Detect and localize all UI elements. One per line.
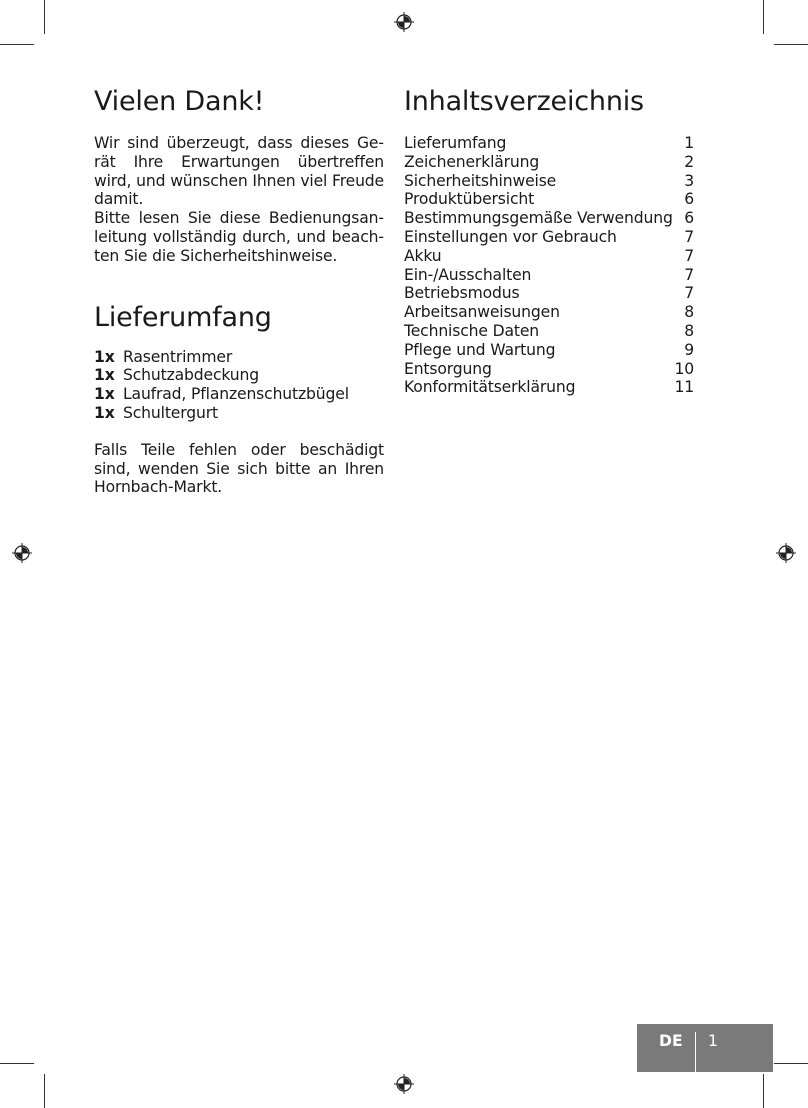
toc-entry-page: 7 <box>684 265 694 284</box>
toc-entry <box>404 247 694 266</box>
toc-entry-page: 1 <box>684 134 694 152</box>
toc-entry-title: Produktübersicht <box>404 190 535 209</box>
toc-entry-title: Lieferumfang <box>404 134 507 152</box>
toc-entry-page: 6 <box>684 190 694 209</box>
delivery-item-label: Rasentrimmer <box>123 347 233 366</box>
toc-entry-title: Entsorgung <box>404 359 492 378</box>
toc-entry-page: 8 <box>684 303 694 322</box>
toc-entry-title: Arbeitsanweisungen <box>404 303 560 322</box>
crop-mark-bottom-right-vertical <box>763 1074 764 1108</box>
toc-entry <box>404 266 694 285</box>
instructions-paragraph: Bitte lesen Sie diese Bedienungsanleitung vollständig durch, und beachten Sie die Sicherheitshinweise. <box>94 209 384 265</box>
toc-entry-title: Technische Daten <box>404 321 540 340</box>
delivery-item-label: Schutzabdeckung <box>123 366 260 385</box>
delivery-item-qty: 1x <box>94 366 115 385</box>
toc-entry-title: Bestimmungsgemäße Verwendung <box>404 209 673 228</box>
toc-entry <box>404 284 694 303</box>
delivery-item-qty: 1x <box>94 403 115 422</box>
crop-mark-top-left-vertical <box>44 0 45 34</box>
delivery-item <box>94 385 384 404</box>
toc-entry-title: Sicherheitshinweise <box>404 171 557 190</box>
crop-mark-top-right-horizontal <box>774 44 808 45</box>
toc-entry-page: 7 <box>684 246 694 265</box>
registration-mark-right-icon <box>776 543 796 563</box>
delivery-item <box>94 404 384 423</box>
toc-entry <box>404 228 694 247</box>
delivery-heading: Lieferumfang <box>94 301 272 333</box>
toc-entry-page: 8 <box>684 321 694 340</box>
toc-entry <box>404 303 694 322</box>
toc-entry-title: Zeichenerklärung <box>404 152 540 171</box>
toc-list <box>404 134 694 397</box>
toc-entry-page: 9 <box>684 340 694 359</box>
toc-entry-page: 7 <box>684 227 694 246</box>
page-number: 1 <box>708 1032 718 1050</box>
toc-entry-title: Pflege und Wartung <box>404 340 556 359</box>
registration-mark-bottom-icon <box>394 1074 414 1094</box>
toc-entry-page: 10 <box>674 359 694 378</box>
toc-entry <box>404 341 694 360</box>
page-tab-divider <box>695 1032 696 1072</box>
registration-mark-top-icon <box>394 12 414 32</box>
delivery-item <box>94 348 384 367</box>
delivery-item-label: Laufrad, Pflanzenschutzbügel <box>123 385 349 404</box>
toc-entry <box>404 360 694 379</box>
delivery-item-qty: 1x <box>94 347 115 366</box>
missing-parts-paragraph: Falls Teile fehlen oder beschädigt sind, wenden Sie sich bitte an Ihren Hornbach-Markt. <box>94 440 384 497</box>
toc-entry-page: 6 <box>684 209 694 228</box>
toc-entry-title: Ein-/Ausschalten <box>404 265 532 284</box>
crop-mark-top-right-vertical <box>763 0 764 34</box>
toc-entry <box>404 209 694 228</box>
left-column <box>94 84 384 497</box>
delivery-item <box>94 366 384 385</box>
crop-mark-bottom-left-horizontal <box>0 1063 34 1064</box>
toc-entry <box>404 322 694 341</box>
toc-entry <box>404 134 694 153</box>
crop-mark-bottom-right-horizontal <box>774 1063 808 1064</box>
toc-entry-page: 7 <box>684 284 694 303</box>
delivery-list <box>94 348 384 423</box>
right-column <box>404 84 694 397</box>
toc-entry-page: 2 <box>684 152 694 171</box>
toc-entry <box>404 153 694 172</box>
page-tab <box>637 1024 773 1072</box>
delivery-item-label: Schultergurt <box>123 403 218 422</box>
toc-entry-title: Akku <box>404 246 442 265</box>
language-code: DE <box>659 1032 683 1050</box>
thanks-paragraph: Wir sind überzeugt, dass dieses Gerät Ihre Erwartungen übertreffen wird, und wünschen Ihnen viel Freude damit. <box>94 134 384 209</box>
toc-entry <box>404 172 694 191</box>
toc-entry-title: Einstellungen vor Gebrauch <box>404 227 617 246</box>
toc-entry <box>404 190 694 209</box>
toc-entry-title: Betriebsmodus <box>404 284 520 303</box>
toc-entry-page: 11 <box>674 378 694 397</box>
crop-mark-bottom-left-vertical <box>44 1074 45 1108</box>
delivery-item-qty: 1x <box>94 385 115 404</box>
toc-heading: Inhaltsverzeichnis <box>404 86 644 117</box>
toc-entry-page: 3 <box>684 171 694 190</box>
toc-entry <box>404 378 694 397</box>
toc-entry-title: Konformitätserklärung <box>404 378 576 397</box>
crop-mark-top-left-horizontal <box>0 44 34 45</box>
thanks-heading: Vielen Dank! <box>94 86 265 117</box>
registration-mark-left-icon <box>12 543 32 563</box>
